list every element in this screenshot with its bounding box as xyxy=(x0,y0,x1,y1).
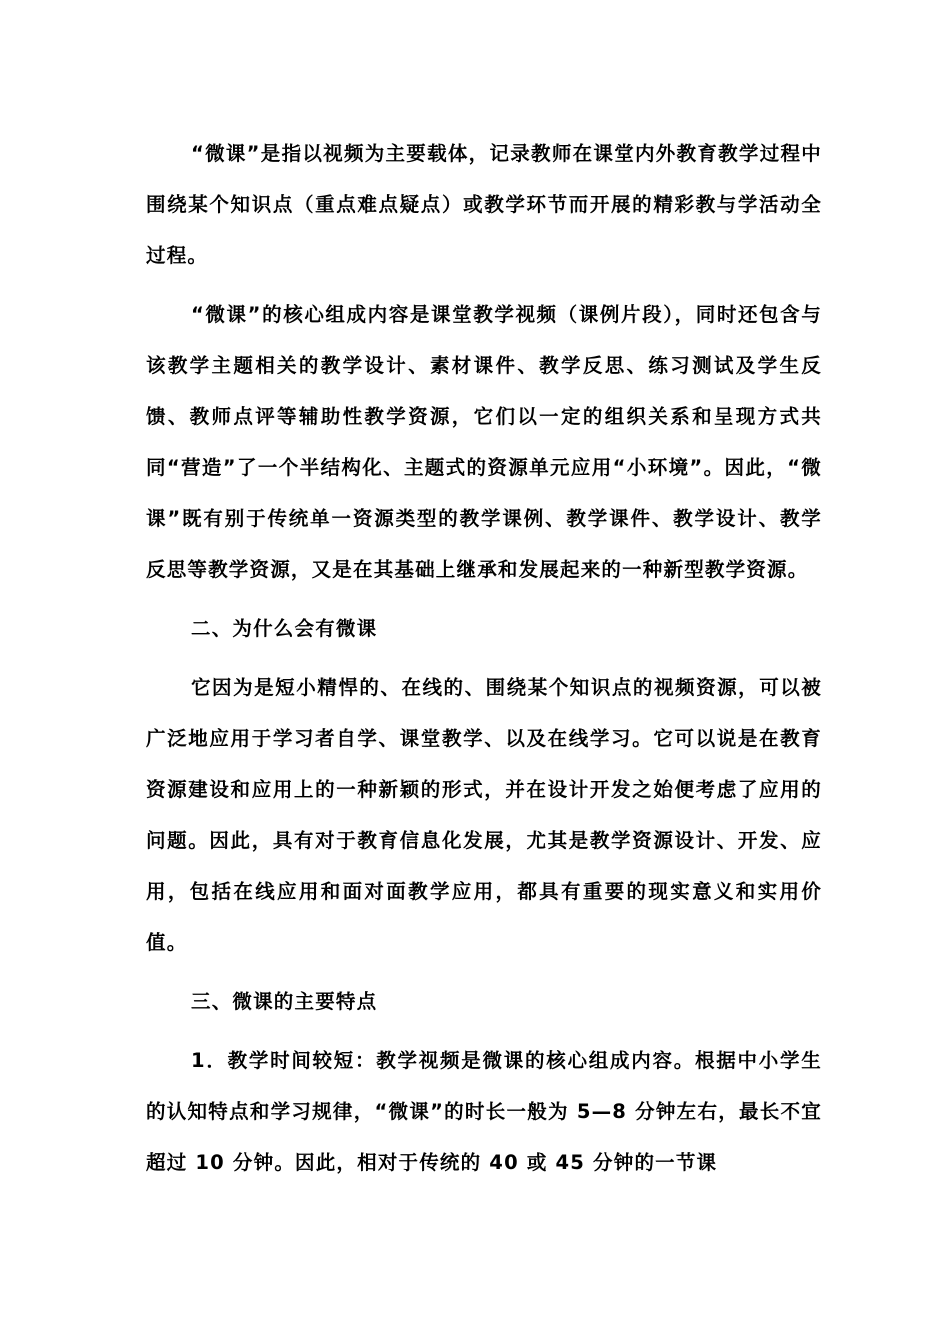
section-heading-why: 二、为什么会有微课 xyxy=(191,617,378,640)
paragraph-feature-short-time: 1．教学时间较短：教学视频是微课的核心组成内容。根据中小学生的认知特点和学习规律，“微课”的时长一般为 5—8 分钟左右，最长不宜超过 10 分钟。因此，相对于传统的 40 或 45 分钟的一节课 xyxy=(146,1049,822,1174)
paragraph-core-content: “微课”的核心组成内容是课堂教学视频（课例片段），同时还包含与该教学主题相关的教学设计、素材课件、教学反思、练习测试及学生反馈、教师点评等辅助性教学资源，它们以一定的组织关系和呈现方式共同“营造”了一个半结构化、主题式的资源单元应用“小环境”。因此，“微课”既有别于传统单一资源类型的教学课例、教学课件、教学设计、教学反思等教学资源，又是在其基础上继承和发展起来的一种新型教学资源。 xyxy=(146,303,822,581)
document-body xyxy=(146,128,822,1188)
paragraph-definition: “微课”是指以视频为主要载体，记录教师在课堂内外教育教学过程中围绕某个知识点（重点难点疑点）或教学环节而开展的精彩教与学活动全过程。 xyxy=(146,142,822,267)
section-heading-features: 三、微课的主要特点 xyxy=(191,990,378,1013)
paragraph-why-microlesson: 它因为是短小精悍的、在线的、围绕某个知识点的视频资源，可以被广泛地应用于学习者自学、课堂教学、以及在线学习。它可以说是在教育资源建设和应用上的一种新颖的形式，并在设计开发之始便考虑了应用的问题。因此，具有对于教育信息化发展，尤其是教学资源设计、开发、应用，包括在线应用和面对面教学应用，都具有重要的现实意义和实用价值。 xyxy=(146,676,822,954)
